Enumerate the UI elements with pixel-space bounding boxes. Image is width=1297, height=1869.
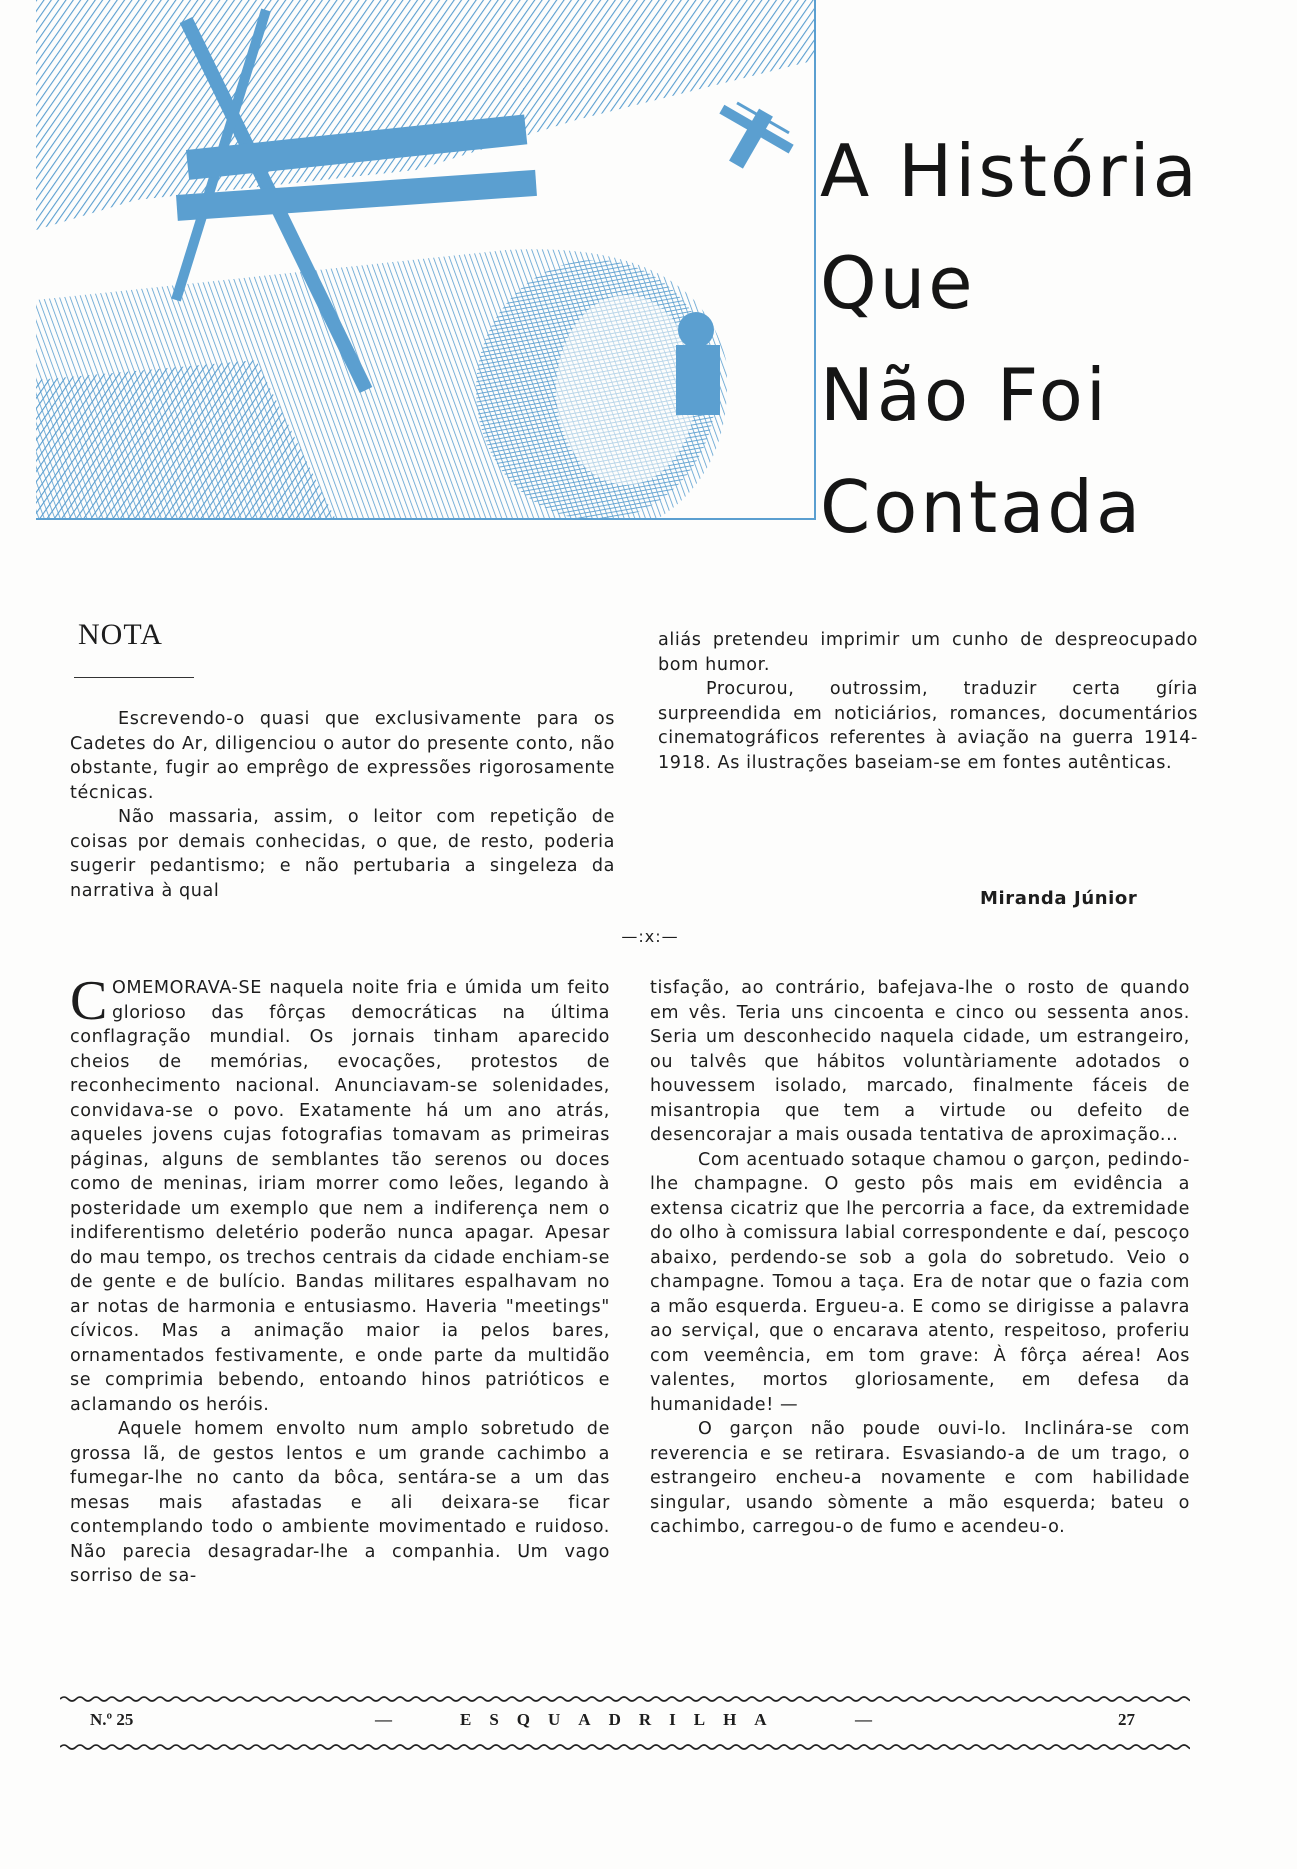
story-paragraph: O garçon não poude ouvi-lo. Inclinára-se com reverencia e se retirara. Esvasiando-a de um trago, o estrangeiro encheu-a novamente e com habilidade singular, usando sòmente a mão esquerda; bateu o cachimbo, carregou-o de fumo e acendeu-o. — [650, 1419, 1190, 1537]
story-paragraph-text: OMEMORAVA-SE naquela noite fria e úmida um feito glorioso das fôrças democráticas na última conflagração mundial. Os jornais tinham aparecido cheios de memórias, evocações, protestos de reconhecimento nacional. Anunciavam-se solenidades, convidava-se o povo. Exatamente há um ano atrás, aqueles jovens cujas fotografias tomavam as primeiras páginas, alguns de semblantes tão serenos ou doces como de meninas, iriam morrer como leões, legando à posteridade um exemplo que nem a indiferença nem o indiferentismo deletério poderão nunca apagar. Apesar do mau tempo, os trechos centrais da cidade enchiam-se de gente e de bulício. Bandas militares espalhavam no ar notas de harmonia e entusiasmo. Haveria "meetings" cívicos. Mas a animação maior ia pelos bares, ornamentados festivamente, e onde parte da multidão se comprimia bebendo, entoando hinos patrióticos e aclamando os heróis. — [70, 978, 610, 1415]
footer-dash: — — [375, 1710, 392, 1729]
footer-wavy-rule-bottom — [60, 1742, 1190, 1752]
section-separator: —:x:— — [621, 927, 679, 946]
story-paragraph: Com acentuado sotaque chamou o garçon, pedindo-lhe champagne. O gesto pôs mais em evidência a extensa cicatriz que lhe percorria a face, da extremidade do olho à comissura labial correspondente e daí, pescoço abaixo, perdendo-se sob a gola do sobretudo. Veio o champagne. Tomou a taça. Era de notar que o fazia com a mão esquerda. Ergueu-a. E como se dirigisse a palavra ao serviçal, que o encarava atento, respeitoso, proferiu com veemência, em tom grave: À fôrça aérea! Aos valentes, mortos gloriosamente, em defesa da humanidade! — — [650, 1149, 1190, 1415]
nota-paragraph: Procurou, outrossim, traduzir certa gíria surpreendida em noticiários, romances, documentários cinematográficos referentes à aviação na guerra 1914-1918. As ilustrações baseiam-se em fontes autênticas. — [658, 679, 1198, 773]
footer-magazine-name: ESQUADRILHA — [460, 1710, 785, 1729]
story-paragraph: Aquele homem envolto num amplo sobretudo de grossa lã, de gestos lentos e um grande cachimbo a fumegar-lhe no canto da bôca, sentára-se a um das mesas mais afastadas e ali deixara-se ficar contemplando todo o ambiente movimentado e ruidoso. Não parecia desagradar-lhe a companhia. Um vago sorriso de sa- — [70, 1419, 610, 1586]
story-left-column — [70, 970, 610, 1589]
author-signature: Miranda Júnior — [980, 888, 1138, 909]
title-line-1: A História — [820, 129, 1200, 213]
title-line-2: Que — [820, 241, 976, 325]
story-right-column — [650, 976, 1190, 1540]
article-title — [820, 115, 1280, 563]
footer-page-number: 27 — [1118, 1710, 1135, 1729]
nota-left-column — [70, 707, 615, 903]
nota-paragraph: aliás pretendeu imprimir um cunho de despreocupado bom humor. — [658, 630, 1198, 675]
footer-dash: — — [855, 1710, 872, 1729]
nota-paragraph: Não massaria, assim, o leitor com repetição de coisas por demais conhecidas, o que, de resto, poderia sugerir pedantismo; e não pertubaria a singeleza da narrativa à qual — [70, 807, 615, 901]
title-line-4: Contada — [820, 465, 1144, 549]
nota-heading: NOTA — [78, 618, 163, 651]
nota-paragraph: Escrevendo-o quasi que exclusivamente para os Cadetes do Ar, diligenciou o autor do presente conto, não obstante, fugir ao emprêgo de expressões rigorosamente técnicas. — [70, 709, 615, 803]
drop-cap: C — [70, 970, 108, 1032]
footer-wavy-rule-top — [60, 1694, 1190, 1704]
nota-right-column — [658, 628, 1198, 775]
title-line-3: Não Foi — [820, 353, 1109, 437]
story-paragraph: tisfação, ao contrário, bafejava-lhe o rosto de quando em vês. Teria uns cincoenta e cinco ou sessenta anos. Seria um desconhecido naquela cidade, um estrangeiro, ou talvês que hábitos voluntàriamente adotados o houvessem isolado, marcado, finalmente fáceis de misantropia que tem a virtude ou defeito de desencorajar a mais ousada tentativa de aproximação... — [650, 978, 1190, 1145]
biplane-illustration — [36, 0, 816, 520]
page-footer — [90, 1710, 1180, 1734]
footer-issue-number: N.º 25 — [90, 1710, 134, 1729]
story-opening-paragraph — [70, 970, 610, 1417]
nota-underline — [74, 677, 194, 678]
